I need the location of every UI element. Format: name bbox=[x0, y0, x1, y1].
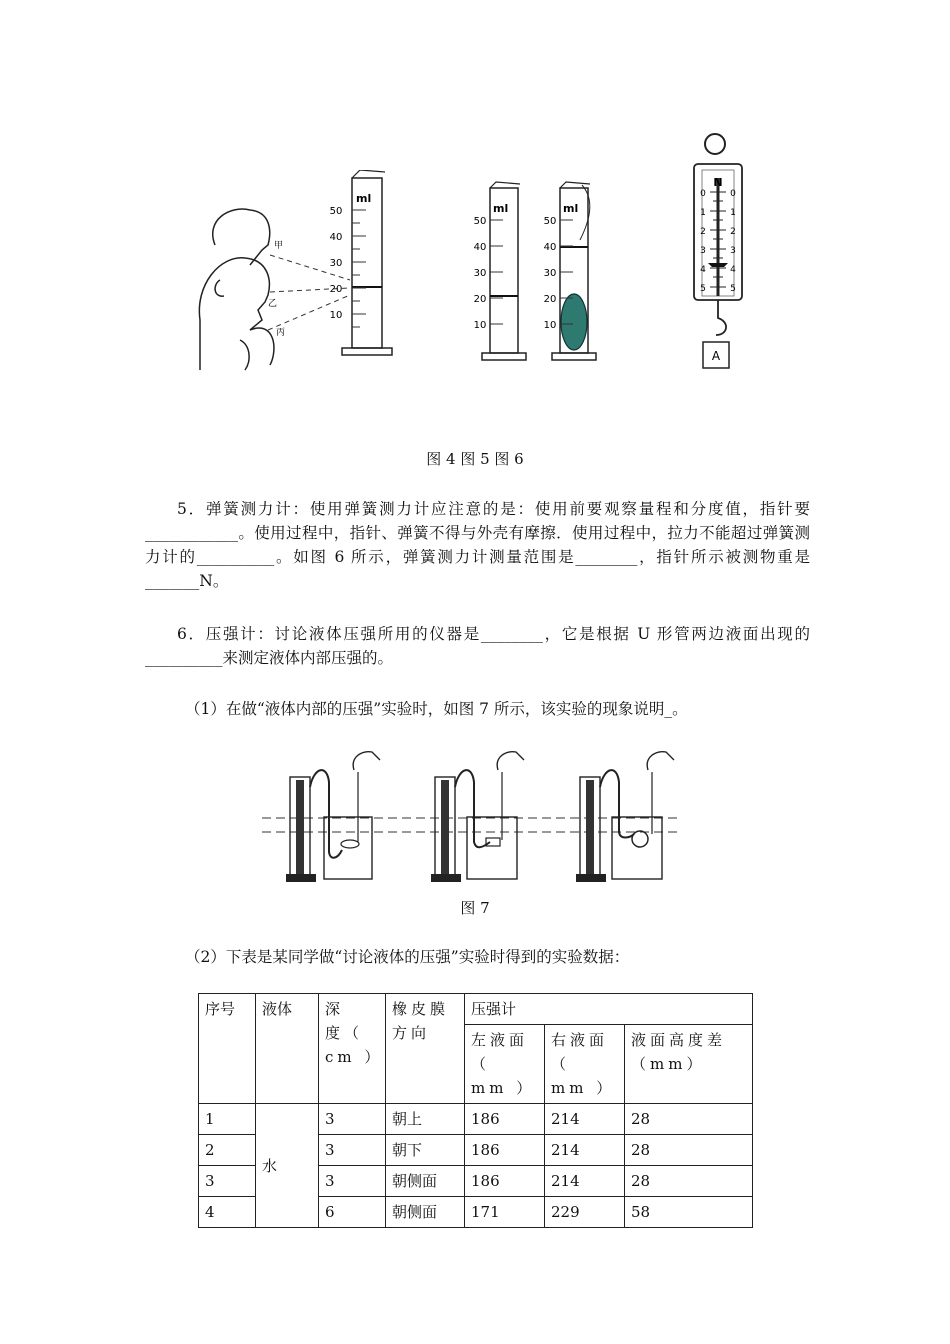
difference-cell: 28 bbox=[625, 1166, 753, 1197]
scale-right-tick-5: 5 bbox=[730, 284, 736, 294]
right-level-cell: 214 bbox=[545, 1135, 625, 1166]
figure-4-cylinder-reading bbox=[190, 170, 400, 375]
apparatus-2 bbox=[431, 752, 524, 882]
scale-right-tick-1: 1 bbox=[730, 208, 736, 218]
depth-cell: 3 bbox=[319, 1135, 386, 1166]
liquid-cell: 水 bbox=[256, 1104, 319, 1228]
figure-6-spring-scale bbox=[690, 130, 755, 375]
direction-cell: 朝上 bbox=[386, 1104, 465, 1135]
right-level-cell: 229 bbox=[545, 1197, 625, 1228]
figure-4-6-caption: 图 4 图 5 图 6 bbox=[426, 450, 524, 468]
depth-cell: 3 bbox=[319, 1166, 386, 1197]
cyl1-tick-20: 20 bbox=[329, 284, 343, 295]
viewer-heads-illustration bbox=[199, 209, 274, 370]
figure-7-pressure-gauges bbox=[262, 742, 682, 887]
scale-right-tick-0: 0 bbox=[730, 189, 736, 199]
header-depth: 深 度（ cm ） bbox=[319, 994, 386, 1104]
question-6-text: 6．压强计：讨论液体压强所用的仪器是________，它是根据 U 形管两边液面出现的__________来测定液体内部压强的。 bbox=[145, 625, 810, 667]
scale-unit: N bbox=[713, 176, 723, 189]
difference-cell: 28 bbox=[625, 1135, 753, 1166]
cyl1-tick-40: 40 bbox=[329, 232, 343, 243]
cyl3-tick-40: 40 bbox=[543, 242, 557, 253]
scale-right-tick-4: 4 bbox=[730, 265, 736, 275]
scale-left-tick-3: 3 bbox=[700, 246, 706, 256]
scale-left-tick-2: 2 bbox=[700, 227, 706, 237]
question-6-sub1: （1）在做“液体内部的压强”实验时，如图 7 所示，该实验的现象说明_。 bbox=[185, 700, 688, 718]
left-level-cell: 186 bbox=[465, 1104, 545, 1135]
pressure-data-table bbox=[198, 993, 753, 1228]
cyl1-tick-30: 30 bbox=[329, 258, 343, 269]
scale-ring-icon bbox=[705, 134, 725, 154]
left-level-cell: 186 bbox=[465, 1166, 545, 1197]
direction-cell: 朝下 bbox=[386, 1135, 465, 1166]
header-film-direction: 橡皮膜方向 bbox=[386, 994, 465, 1104]
question-6-sub2: （2）下表是某同学做“讨论液体的压强”实验时得到的实验数据： bbox=[185, 948, 630, 966]
scale-hook-icon bbox=[716, 300, 726, 335]
left-level-cell: 186 bbox=[465, 1135, 545, 1166]
table-row bbox=[199, 1104, 753, 1135]
row-number: 2 bbox=[199, 1135, 256, 1166]
cyl2-tick-10: 10 bbox=[473, 320, 487, 331]
apparatus-1 bbox=[286, 752, 380, 882]
cyl3-tick-10: 10 bbox=[543, 320, 557, 331]
difference-cell: 58 bbox=[625, 1197, 753, 1228]
header-right-level: 右液面（ mm ） bbox=[545, 1025, 625, 1104]
cyl2-unit: ml bbox=[493, 202, 509, 215]
row-number: 4 bbox=[199, 1197, 256, 1228]
row-number: 3 bbox=[199, 1166, 256, 1197]
header-level-difference: 液面高度差（mm） bbox=[625, 1025, 753, 1104]
depth-cell: 6 bbox=[319, 1197, 386, 1228]
header-liquid: 液体 bbox=[256, 994, 319, 1104]
viewer-label-yi: 乙 bbox=[268, 299, 278, 309]
header-pressure-gauge: 压强计 bbox=[465, 994, 753, 1025]
apparatus-3 bbox=[576, 752, 674, 882]
cyl2-tick-20: 20 bbox=[473, 294, 487, 305]
direction-cell: 朝侧面 bbox=[386, 1197, 465, 1228]
cyl3-unit: ml bbox=[563, 202, 579, 215]
weight-label: A bbox=[711, 349, 721, 363]
cyl1-tick-10: 10 bbox=[329, 310, 343, 321]
figure-7-caption: 图 7 bbox=[460, 899, 490, 917]
cyl2-tick-50: 50 bbox=[473, 216, 487, 227]
row-number: 1 bbox=[199, 1104, 256, 1135]
cyl2-tick-30: 30 bbox=[473, 268, 487, 279]
cyl3-tick-20: 20 bbox=[543, 294, 557, 305]
viewer-label-bing: 丙 bbox=[276, 328, 286, 338]
stone-shape bbox=[561, 294, 587, 350]
header-number: 序号 bbox=[199, 994, 256, 1104]
difference-cell: 28 bbox=[625, 1104, 753, 1135]
cyl1-tick-50: 50 bbox=[329, 206, 343, 217]
scale-left-tick-5: 5 bbox=[700, 284, 706, 294]
scale-right-tick-2: 2 bbox=[730, 227, 736, 237]
cyl2-tick-40: 40 bbox=[473, 242, 487, 253]
scale-left-tick-4: 4 bbox=[700, 265, 706, 275]
viewer-label-jia: 甲 bbox=[274, 241, 284, 251]
depth-cell: 3 bbox=[319, 1104, 386, 1135]
scale-left-tick-0: 0 bbox=[700, 189, 706, 199]
right-level-cell: 214 bbox=[545, 1104, 625, 1135]
header-left-level: 左液面（ mm ） bbox=[465, 1025, 545, 1104]
scale-left-tick-1: 1 bbox=[700, 208, 706, 218]
cyl1-unit: ml bbox=[356, 192, 372, 205]
left-level-cell: 171 bbox=[465, 1197, 545, 1228]
cyl3-tick-50: 50 bbox=[543, 216, 557, 227]
scale-right-tick-3: 3 bbox=[730, 246, 736, 256]
question-5-text: 5．弹簧测力计：使用弹簧测力计应注意的是：使用前要观察量程和分度值，指针要____________。使用过程中，指针、弹簧不得与外壳有摩擦．使用过程中，拉力不能超过弹簧测力计的__________。如图 6 所示，弹簧测力计测量范围是________，指针所示被测物重是_______N。 bbox=[145, 500, 810, 590]
cyl3-tick-30: 30 bbox=[543, 268, 557, 279]
direction-cell: 朝侧面 bbox=[386, 1166, 465, 1197]
figure-5-volume-measurement bbox=[470, 180, 610, 375]
right-level-cell: 214 bbox=[545, 1166, 625, 1197]
